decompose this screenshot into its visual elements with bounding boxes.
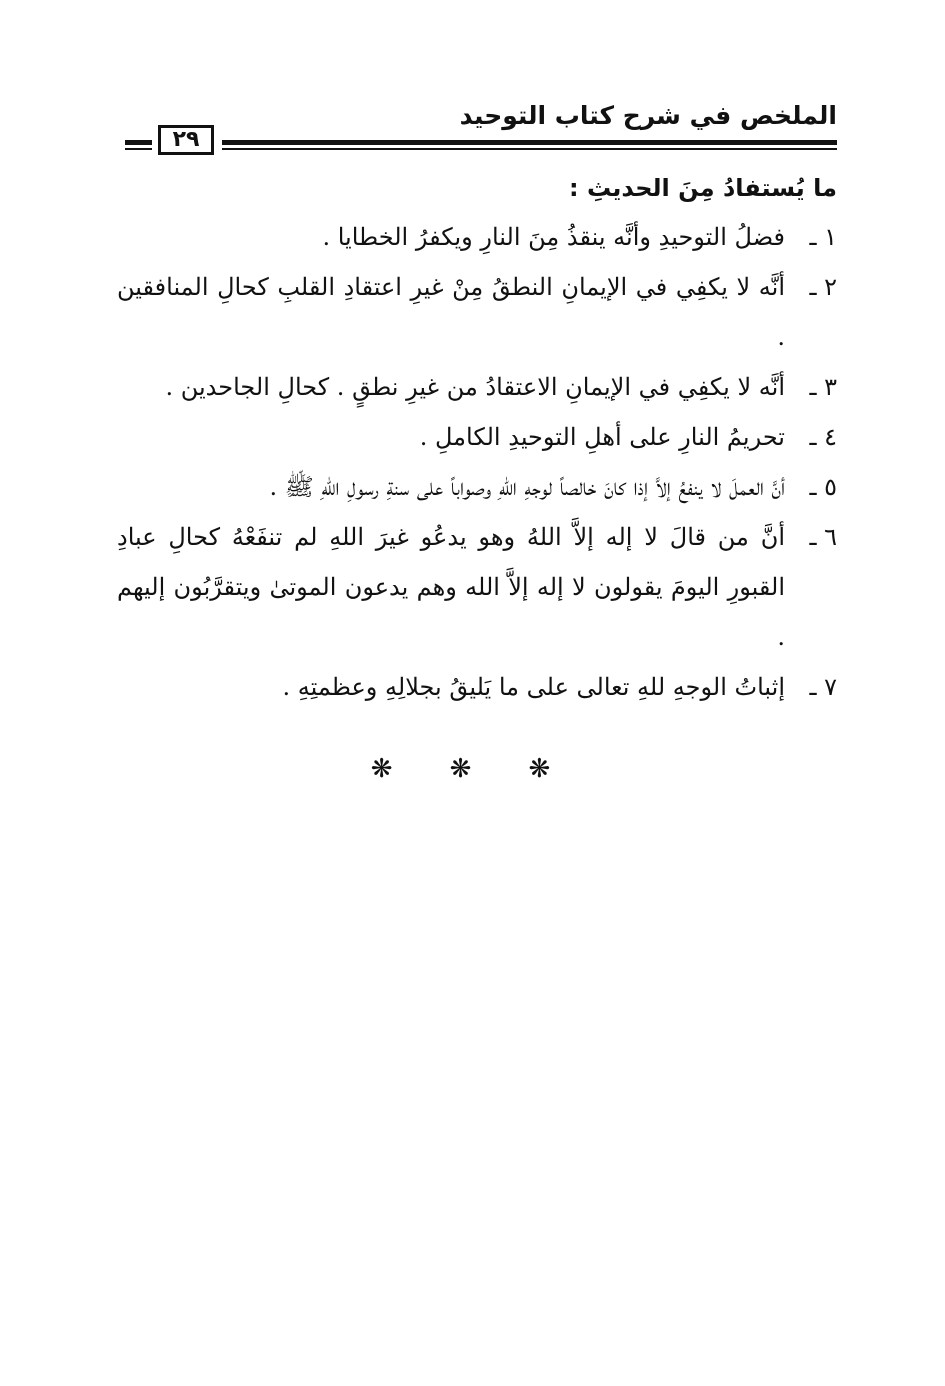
list-item-text: أنَّ العملَ لا ينفعُ إلاَّ إذا كانَ خالصاً لوجهِ اللهِ وصواباً على سنةِ رسولِ اللهِ ﷺ . — [269, 473, 785, 501]
header-rule-left-thick — [125, 140, 152, 145]
list-item-number: ٤ ـ — [809, 423, 837, 451]
list-item — [117, 412, 837, 462]
section-separator-stars: ❋ ❋ ❋ — [370, 754, 575, 784]
list-item-text: أنَّه لا يكفِي في الإيمانِ النطقُ مِنْ غيرِ اعتقادِ القلبِ كحالِ المنافقين . — [117, 273, 785, 351]
list-item-number: ٧ ـ — [809, 673, 837, 701]
section-heading: ما يُستفادُ مِنَ الحديثِ : — [569, 174, 837, 202]
list-item — [117, 462, 837, 512]
list-item — [117, 262, 837, 362]
list-item-number: ٢ ـ — [809, 273, 837, 301]
list-item-number: ٥ ـ — [809, 473, 837, 501]
benefits-list — [117, 212, 837, 712]
list-item-number: ٣ ـ — [809, 373, 837, 401]
list-item — [117, 212, 837, 262]
running-header-title: الملخص في شرح كتاب التوحيد — [459, 101, 837, 130]
list-item-text: فضلُ التوحيدِ وأنَّه ينقذُ مِنَ النارِ ويكفرُ الخطايا . — [322, 223, 785, 251]
list-item — [117, 662, 837, 712]
list-item-text: تحريمُ النارِ على أهلِ التوحيدِ الكاملِ . — [419, 423, 785, 451]
page-number: ٢٩ — [158, 125, 214, 155]
list-item-text: أنَّ من قالَ لا إله إلاَّ اللهُ وهو يدعُو غيرَ اللهِ لم تنفَعْهُ كحالِ عبادِ القبورِ اليومَ يقولون لا إله إلاَّ الله وهم يدعون الموتىٰ ويتقرَّبُون إليهم . — [117, 523, 785, 651]
list-item-text: إثباتُ الوجهِ للهِ تعالى على ما يَليقُ بجلالِهِ وعظمتِهِ . — [282, 673, 785, 701]
list-item-text: أنَّه لا يكفِي في الإيمانِ الاعتقادُ من غيرِ نطقٍ . كحالِ الجاحدين . — [165, 373, 785, 401]
list-item — [117, 362, 837, 412]
header-rule-thick — [222, 140, 837, 145]
list-item-number: ٦ ـ — [809, 523, 837, 551]
header-rule-thin — [222, 148, 837, 150]
list-item-number: ١ ـ — [809, 223, 837, 251]
header-rule-left-thin — [125, 148, 152, 150]
list-item — [117, 512, 837, 662]
